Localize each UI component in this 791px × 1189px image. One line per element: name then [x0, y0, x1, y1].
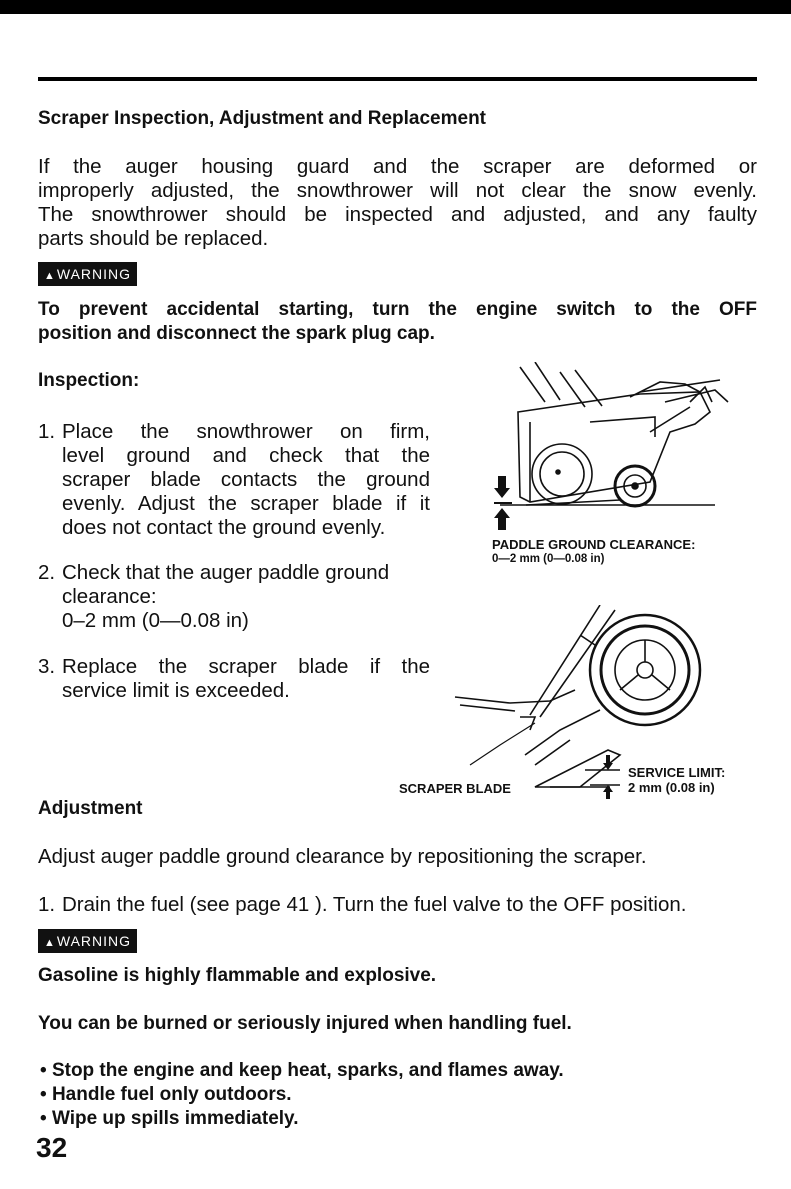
inspection-step-1 [38, 420, 430, 540]
step-number: 1. [38, 893, 56, 916]
warning-bullet: • Stop the engine and keep heat, sparks, and flames away. [40, 1060, 564, 1081]
arrow-up-icon [494, 508, 510, 530]
warning-badge [38, 262, 137, 286]
intro-line: improperly adjusted, the snowthrower will not clear the snow evenly. [38, 179, 757, 202]
warning-label: WARNING [56, 933, 132, 949]
fuel-warning-line: You can be burned or seriously injured when handling fuel. [38, 1013, 572, 1034]
snowthrower-side-illustration [490, 362, 730, 532]
step-line: evenly. Adjust the scraper blade if it [62, 492, 430, 515]
adjustment-text: Adjust auger paddle ground clearance by repositioning the scraper. [38, 845, 647, 868]
warning-bullet: • Wipe up spills immediately. [40, 1108, 299, 1129]
intro-line: parts should be replaced. [38, 227, 269, 250]
caption-value: 0—2 mm (0—0.08 in) [492, 553, 605, 565]
caption-value: 2 mm (0.08 in) [628, 780, 715, 795]
step-number: 1. [38, 420, 56, 443]
warning-bullet: • Handle fuel only outdoors. [40, 1084, 292, 1105]
page-number: 32 [36, 1132, 68, 1163]
top-black-bar [0, 0, 791, 14]
wheel [590, 615, 700, 725]
step-line: Place the snowthrower on firm, [62, 420, 430, 443]
service-limit-caption [628, 765, 725, 795]
paddle-clearance-caption [492, 537, 695, 567]
fuel-warning-line: Gasoline is highly flammable and explosive. [38, 965, 437, 986]
handle-lines [520, 362, 602, 407]
leader-line [470, 723, 535, 765]
auger-paddle [532, 444, 592, 504]
step-line: 0–2 mm (0—0.08 in) [62, 609, 249, 632]
warning-badge [38, 929, 137, 953]
intro-paragraph [38, 155, 757, 251]
inspection-heading: Inspection: [38, 370, 140, 391]
caption-title: PADDLE GROUND CLEARANCE: [492, 537, 696, 552]
adjustment-step-1 [38, 893, 757, 917]
step-line: level ground and check that the [62, 444, 430, 467]
adjustment-heading: Adjustment [38, 798, 143, 819]
intro-line: If the auger housing guard and the scraper are deformed or [38, 155, 757, 178]
step-line: does not contact the ground evenly. [62, 516, 386, 539]
scraper-blade-label: SCRAPER BLADE [399, 781, 511, 796]
inspection-step-3 [38, 655, 430, 703]
step-line: scraper blade contacts the ground [62, 468, 430, 491]
step-line: Drain the fuel (see page 41 ). Turn the fuel valve to the OFF position. [62, 893, 687, 916]
section-rule [38, 77, 757, 81]
caption-title: SERVICE LIMIT: [628, 765, 726, 780]
step-line: Check that the auger paddle ground [62, 561, 390, 584]
arrow-down-icon [494, 476, 510, 498]
warning-triangle-icon: ▲ [44, 270, 56, 282]
step-line: clearance: [62, 585, 157, 608]
warning-line: position and disconnect the spark plug cap. [38, 323, 435, 344]
step-number: 2. [38, 561, 56, 584]
intro-line: The snowthrower should be inspected and adjusted, and any faulty [38, 203, 757, 226]
inspection-step-2 [38, 561, 430, 633]
warning-text [38, 298, 757, 346]
warning-line: To prevent accidental starting, turn the engine switch to the OFF [38, 299, 757, 320]
warning-triangle-icon: ▲ [44, 937, 56, 949]
step-line: Replace the scraper blade if the [62, 655, 430, 678]
warning-label: WARNING [56, 266, 132, 282]
step-number: 3. [38, 655, 56, 678]
section-title: Scraper Inspection, Adjustment and Replacement [38, 108, 487, 129]
step-line: service limit is exceeded. [62, 679, 290, 702]
